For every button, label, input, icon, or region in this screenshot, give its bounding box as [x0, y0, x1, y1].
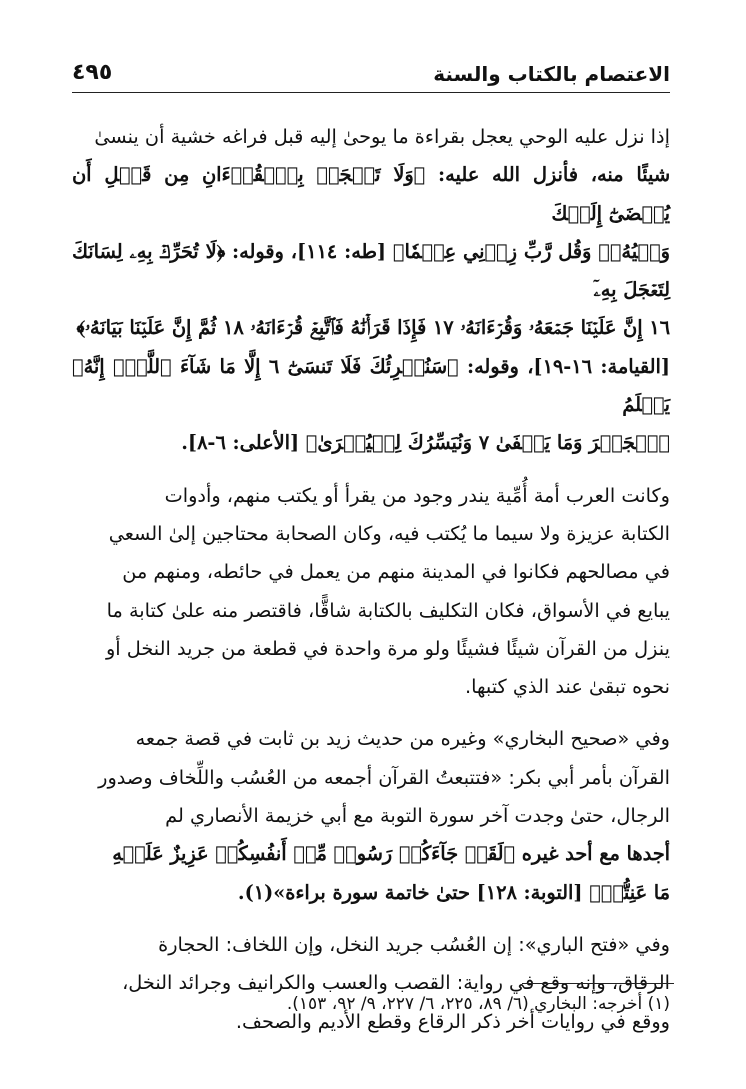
paragraph	[72, 477, 670, 707]
footnote-separator	[522, 983, 674, 984]
text-line: الرجال، حتىٰ وجدت آخر سورة التوبة مع أبي خزيمة الأنصاري لم	[165, 804, 670, 828]
quran-text-line: وَحۡيُهُۥۖ وَقُل رَّبِّ زِدۡنِي عِلۡمٗا﴾ [طه: ١١٤]، وقوله: ﴿لَا تُحَرِّكۡ بِهِۦ لِسَانَكَ لِتَعۡجَلَ بِهِۦٓ	[72, 239, 670, 302]
text-line: الرقاق، وإنه وقع في رواية: القصب والعسب والكرانيف وجرائد النخل،	[122, 971, 670, 995]
body-text	[72, 118, 670, 1041]
text-line: القرآن بأمر أبي بكر: «فتتبعتُ القرآن أجمعه من العُسُب واللِّخاف وصدور	[98, 765, 670, 789]
text-line: وفي «فتح الباري»: إن العُسُب جريد النخل، وإن اللخاف: الحجارة	[158, 932, 670, 956]
running-title: الاعتصام بالكتاب والسنة	[433, 62, 670, 86]
footnote: (١) أخرجه: البخاري (٦/ ٨٩، ٢٢٥، ٦/ ٢٢٧، ٩/ ٩٢، ١٥٣).	[286, 994, 670, 1014]
quran-text-line: ٱلۡجَهۡرَ وَمَا يَخۡفَىٰ ٧ وَنُيَسِّرُكَ لِلۡيُسۡرَىٰ﴾ [الأعلى: ٦-٨].	[181, 431, 670, 455]
paragraph	[72, 720, 670, 911]
text-line: الكتابة عزيزة ولا سيما ما يُكتب فيه، وكان الصحابة محتاجين إلىٰ السعي	[108, 521, 670, 545]
text-line: وكانت العرب أمة أُمِّية يندر وجود من يقرأ أو يكتب منهم، وأدوات	[164, 483, 670, 507]
paragraph	[72, 118, 670, 463]
text-line: نحوه تبقىٰ عند الذي كتبها.	[465, 675, 670, 699]
text-line: وفي «صحيح البخاري» وغيره من حديث زيد بن ثابت في قصة جمعه	[135, 727, 670, 751]
quran-text-line: شيئًا منه، فأنزل الله عليه: ﴿وَلَا تَعۡجَلۡ بِٱلۡقُرۡءَانِ مِن قَبۡلِ أَن يُقۡضَىٰٓ إِلَيۡكَ	[72, 163, 670, 225]
quran-text-line: مَا عَنِتُّمۡ﴾ [التوبة: ١٢٨] حتىٰ خاتمة سورة براءة»(١).	[237, 880, 670, 904]
quran-text-line: [القيامة: ١٦-١٩]، وقوله: ﴿سَنُقۡرِئُكَ فَلَا تَنسَىٰٓ ٦ إِلَّا مَا شَآءَ ٱللَّهُۚ إِنَّهُۥ يَعۡلَمُ	[72, 354, 671, 417]
page-header	[72, 60, 670, 93]
text-line: ينزل من القرآن شيئًا فشيئًا ولو مرة واحدة في قطعة من جريد النخل أو	[105, 636, 670, 660]
text-line: يبايع في الأسواق، فكان التكليف بالكتابة شاقًّا، فاقتصر منه علىٰ كتابة ما	[106, 598, 670, 622]
quran-text-line: ١٦ إِنَّ عَلَيۡنَا جَمۡعَهُۥ وَقُرۡءَانَهُۥ ١٧ فَإِذَا قَرَأۡنَٰهُ فَٱتَّبِعۡ قُرۡءَانَهُۥ ١٨ ثُمَّ إِنَّ عَلَيۡنَا بَيَانَهُۥ﴾	[76, 316, 670, 340]
text-line: ووقع في روايات أخر ذكر الرقاع وقطع الأديم والصحف.	[235, 1009, 670, 1033]
text-line: في مصالحهم فكانوا في المدينة منهم من يعمل في حائطه، ومنهم من	[122, 560, 670, 584]
page-number: ٤٩٥	[72, 60, 113, 85]
text-line: إذا نزل عليه الوحي يعجل بقراءة ما يوحىٰ إليه قبل فراغه خشية أن ينسىٰ	[94, 125, 670, 148]
quran-text-line: أجدها مع أحد غيره ﴿لَقَدۡ جَآءَكُمۡ رَسُولٞ مِّنۡ أَنفُسِكُمۡ عَزِيزٌ عَلَيۡهِ	[112, 842, 670, 866]
